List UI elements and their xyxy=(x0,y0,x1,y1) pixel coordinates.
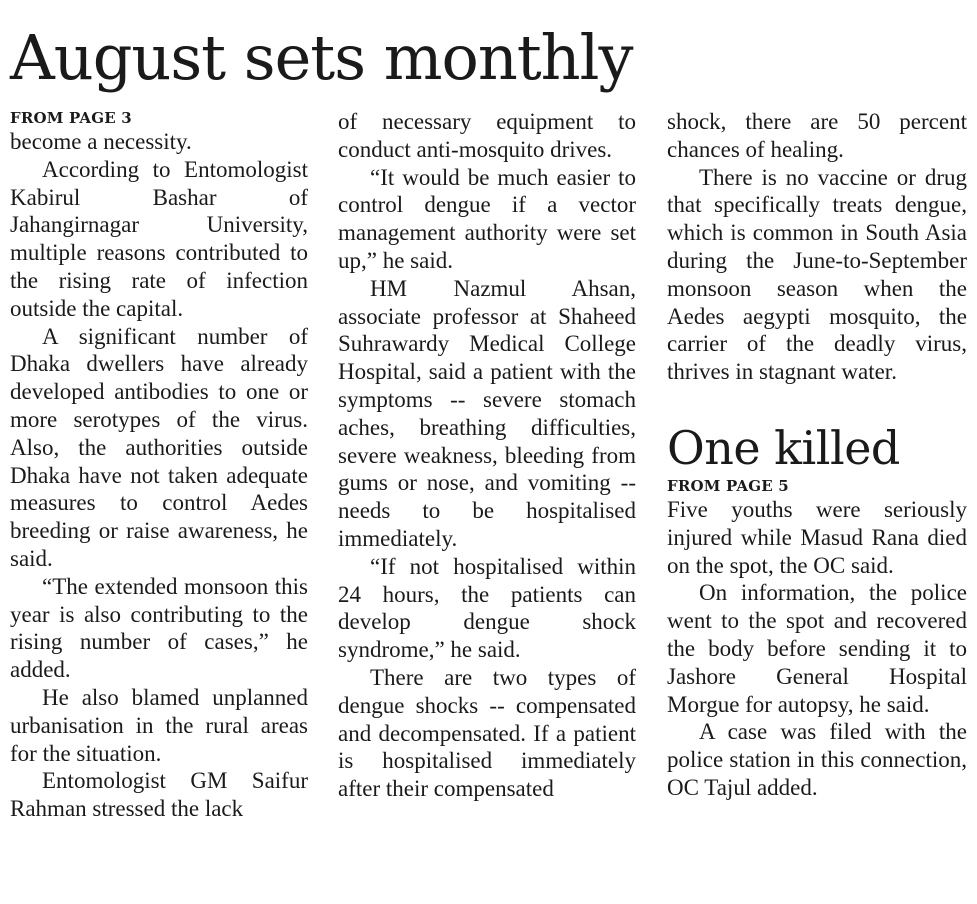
headline-one-killed: One killed xyxy=(667,420,900,475)
jump-label-from-page-3: FROM PAGE 3 xyxy=(10,109,132,127)
article-paragraph: become a necessity. xyxy=(10,129,192,154)
article-column-2 xyxy=(338,108,636,803)
article-paragraph: shock, there are 50 percent chances of healing. xyxy=(667,109,967,162)
article-paragraph: A case was filed with the police station in this connection, OC Tajul added. xyxy=(667,719,967,800)
article-paragraph: There is no vaccine or drug that specifically treats dengue, which is common in South Asia during the June-to-September monsoon season when the Aedes aegypti mosquito, the carrier of the deadly virus, thrives in stagnant water. xyxy=(667,164,967,385)
article-paragraph: A significant number of Dhaka dwellers have already developed antibodies to one or more serotypes of the virus. Also, the authorities outside Dhaka have not taken adequate measures to control Aedes breeding or raise awareness, he said. xyxy=(10,323,308,571)
article-column-3 xyxy=(667,108,967,802)
article-paragraph: Five youths were seriously injured while Masud Rana died on the spot, the OC said. xyxy=(667,496,967,578)
article-paragraph: “The extended monsoon this year is also contributing to the rising number of cases,” he added. xyxy=(10,573,308,683)
article-paragraph: “It would be much easier to control dengue if a vector management authority were set up,” he said. xyxy=(338,164,636,273)
article-paragraph: He also blamed unplanned urbanisation in the rural areas for the situation. xyxy=(10,684,308,766)
article-paragraph: HM Nazmul Ahsan, associate professor at Shaheed Suhrawardy Medical College Hospital, said a patient with the symptoms -- severe stomach aches, breathing difficulties, severe weakness, bleeding from gums or nose, and vomiting -- needs to be hospitalised immediately. xyxy=(338,275,636,551)
headline-august-sets-monthly: August sets monthly xyxy=(10,21,633,94)
article-paragraph: Entomologist GM Saifur Rahman stressed the lack xyxy=(10,768,308,822)
article-paragraph: According to Entomologist Kabirul Bashar of Jahangirnagar University, multiple reasons contributed to the rising rate of infection outside the capital. xyxy=(10,156,308,321)
article-paragraph: of necessary equipment to conduct anti-mosquito drives. xyxy=(338,109,636,162)
article-paragraph: “If not hospitalised within 24 hours, the patients can develop dengue shock syndrome,” he said. xyxy=(338,553,636,663)
jump-label-from-page-5: FROM PAGE 5 xyxy=(667,476,789,495)
article-paragraph: There are two types of dengue shocks -- compensated and decompensated. If a patient is hospitalised immediately after their compensated xyxy=(338,664,636,802)
article-column-1 xyxy=(10,108,308,823)
article-paragraph: On information, the police went to the spot and recovered the body before sending it to Jashore General Hospital Morgue for autopsy, he said. xyxy=(667,580,967,717)
